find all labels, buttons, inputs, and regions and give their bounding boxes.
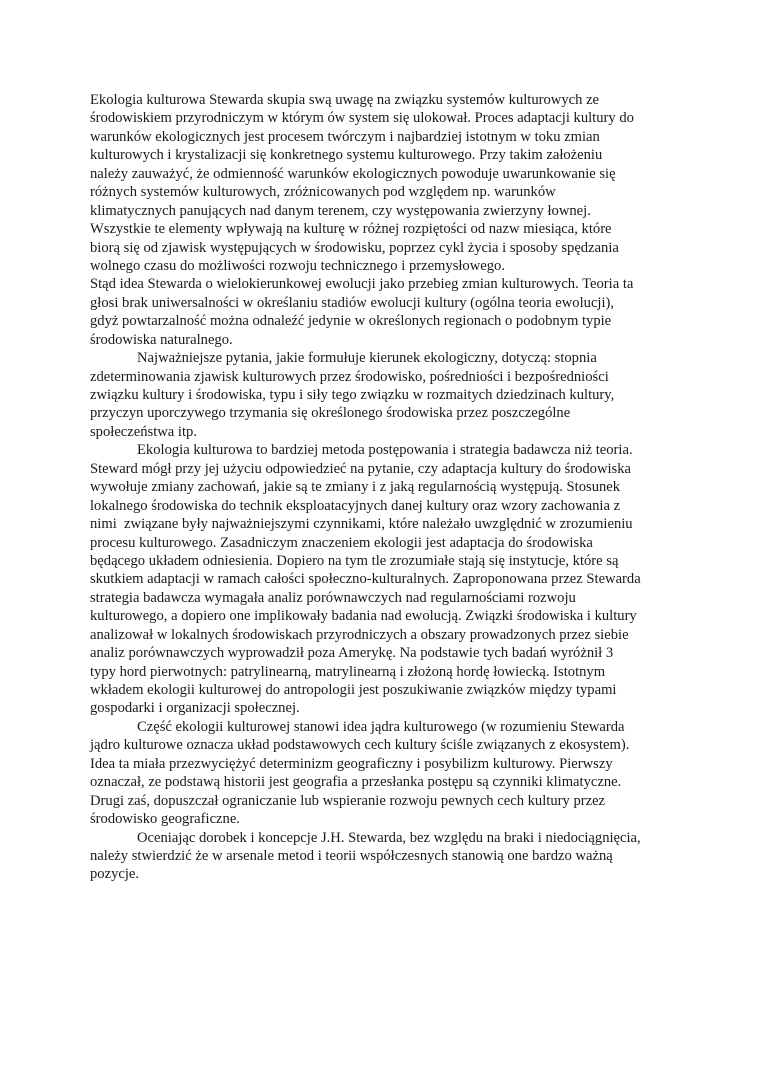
text-line: Drugi zaś, dopuszczał ograniczanie lub wspieranie rozwoju pewnych cech kultury przez [90,792,606,809]
text-line: Stąd idea Stewarda o wielokierunkowej ewolucji jako przebieg zmian kulturowych. Teoria ta [90,276,634,293]
text-line: Ekologia kulturowa Stewarda skupia swą uwagę na związku systemów kulturowych ze [90,92,600,108]
text-line: Ekologia kulturowa to bardziej metoda postępowania i strategia badawcza niż teoria. [137,442,633,459]
text-line: Oceniając dorobek i koncepcje J.H. Stewarda, bez względu na braki i niedociągnięcia, [137,829,641,846]
text-line: pozycje. [90,866,140,883]
text-line: głosi brak uniwersalności w określaniu stadiów ewolucji kultury (ogólna teoria ewolucji), [90,294,615,311]
text-line: środowiska naturalnego. [90,331,233,348]
text-line: wywołuje zmiany zachowań, jakie są te zmiany i z jaką regularnością występują. Stosunek [90,479,621,496]
text-line: Najważniejsze pytania, jakie formułuje kierunek ekologiczny, dotyczą: stopnia [137,350,597,367]
text-line: klimatycznych panujących nad danym terenem, czy występowania zwierzyny łownej. [90,202,591,219]
text-line: różnych systemów kulturowych, zróżnicowanych pod względem np. warunków [90,184,556,201]
text-line: środowisko geograficzne. [90,811,240,828]
text-line: gdyż powtarzalność można odnaleźć jedynie w określonych regionach o podobnym typie [90,313,612,330]
text-line: gospodarki i organizacji społecznej. [90,700,300,717]
text-line: lokalnego środowiska do technik eksploatacyjnych danej kultury oraz wzory zachowania z [90,497,621,514]
text-line: warunków ekologicznych jest procesem twórczym i najbardziej istotnym w toku zmian [90,128,600,145]
text-line: Część ekologii kulturowej stanowi idea jądra kulturowego (w rozumieniu Stewarda [137,718,625,735]
document-body [90,91,670,884]
text-line: przyczyn uporczywego trzymania się określonego środowiska przez poszczególne [90,405,571,422]
text-line: należy stwierdzić że w arsenale metod i teorii współczesnych stanowią one bardzo ważną [90,847,613,864]
text-line: kulturowych i krystalizacji się konkretnego systemu kulturowego. Przy takim założeniu [90,147,603,164]
text-line: procesu kulturowego. Zasadniczym znaczeniem ekologii jest adaptacja do środowiska [90,534,593,551]
text-line: będącego układem odniesienia. Dopiero na tym tle zrozumiałe stają się instytucje, które są [90,552,619,569]
text-line: społeczeństwa itp. [90,423,197,440]
text-line: związku kultury i środowiska, typu i siły tego związku w rozmaitych dziedzinach kultury, [90,387,615,403]
text-line: kulturowego, a dopiero one implikowały badania nad ewolucją. Związki środowiska i kultury [90,608,637,625]
text-line: Wszystkie te elementy wpływają na kulturę w różnej rozpiętości od nazw miesiąca, które [90,221,612,238]
text-line: zdeterminowania zjawisk kulturowych przez środowisko, pośredniości i bezpośredniości [90,368,609,385]
text-line: strategia badawcza wymagała analiz porównawczych nad regularnościami rozwoju [90,589,576,606]
text-line: Idea ta miała przezwyciężyć determinizm geograficzny i posybilizm kulturowy. Pierwszy [90,755,613,772]
text-line: analiz porównawczych wyprowadził poza Amerykę. Na podstawie tych badań wyróżnił 3 [90,645,614,662]
text-line: środowiskiem przyrodniczym w którym ów system się ulokował. Proces adaptacji kultury do [90,110,634,127]
text-line: wolnego czasu do możliwości rozwoju technicznego i przemysłowego. [90,257,505,274]
text-line: nimi związane były najważniejszymi czynnikami, które należało uwzględnić w zrozumieniu [90,516,633,533]
text-line: analizował w lokalnych środowiskach przyrodniczych a obszary prowadzonych przez siebie [90,626,629,643]
text-line: typy hord pierwotnych: patrylinearną, matrylinearną i złożoną hordę łowiecką. Istotnym [90,663,606,680]
text-line: należy zauważyć, że odmienność warunków ekologicznych powoduje uwarunkowanie się [90,165,616,182]
text-line: skutkiem adaptacji w ramach całości społeczno-kulturalnych. Zaproponowana przez Stewarda [90,571,641,588]
text-line: jądro kulturowe oznacza układ podstawowych cech kultury ściśle związanych z ekosystem). [90,737,630,754]
text-line: oznaczał, ze podstawą historii jest geografia a przesłanka postępu są czynniki klimatyczne. [90,774,622,791]
text-line: Steward mógł przy jej użyciu odpowiedzieć na pytanie, czy adaptacja kultury do środowiska [90,460,632,477]
text-line: biorą się od zjawisk występujących w środowisku, poprzez cykl życia i sposoby spędzania [90,239,619,256]
text-line: wkładem ekologii kulturowej do antropologii jest poszukiwanie związków między typami [90,682,617,698]
